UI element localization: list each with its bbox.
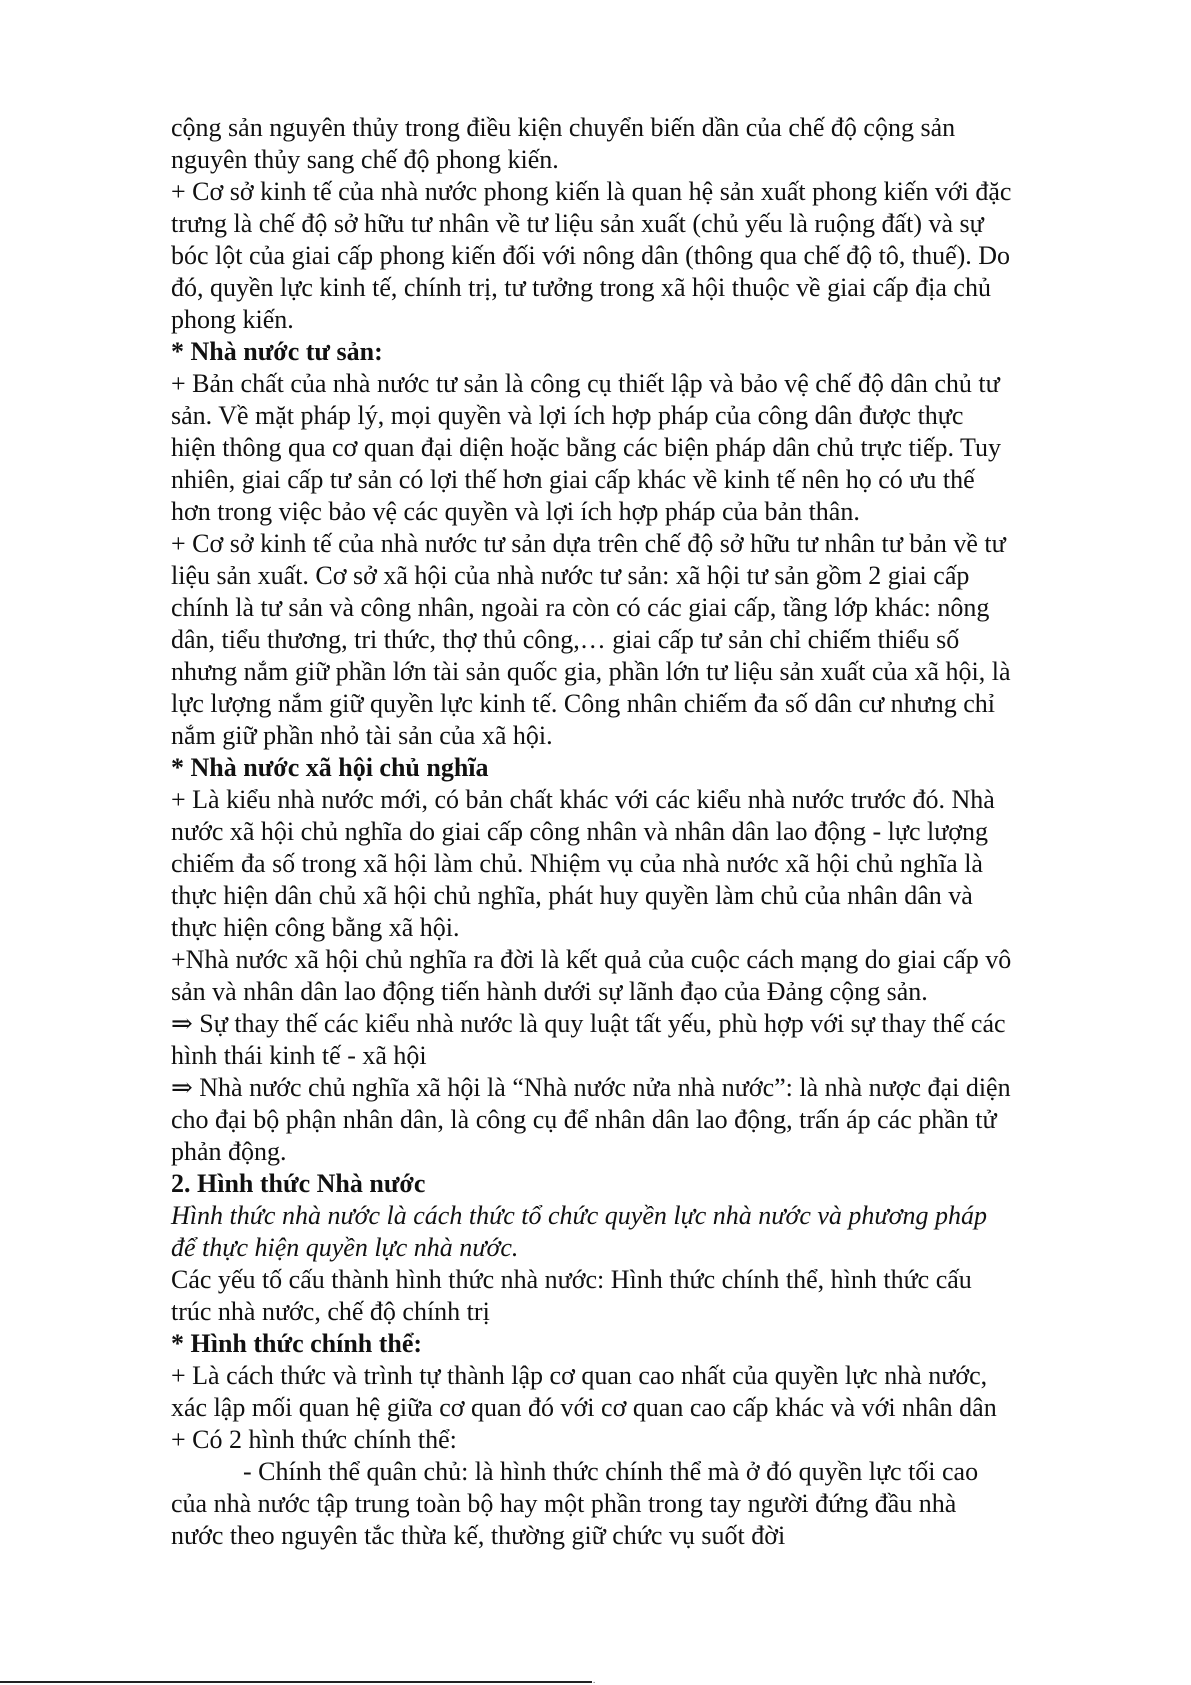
body-text: dân, tiểu thương, tri thức, thợ thủ công,… giai cấp tư sản chỉ chiếm thiểu số	[171, 625, 960, 654]
definition-text: Hình thức nhà nước là cách thức tổ chức quyền lực nhà nước và phương pháp	[171, 1201, 987, 1230]
body-text: liệu sản xuất. Cơ sở xã hội của nhà nước tư sản: xã hội tư sản gồm 2 giai cấp	[171, 561, 970, 590]
body-text: thực hiện dân chủ xã hội chủ nghĩa, phát huy quyền làm chủ của nhân dân và	[171, 881, 973, 910]
body-text: nắm giữ phần nhỏ tài sản của xã hội.	[171, 721, 553, 750]
body-text: trưng là chế độ sở hữu tư nhân về tư liệu sản xuất (chủ yếu là ruộng đất) và sự	[171, 209, 984, 238]
body-text: phản động.	[171, 1137, 287, 1166]
body-text: + Cơ sở kinh tế của nhà nước phong kiến là quan hệ sản xuất phong kiến với đặc	[171, 177, 1012, 206]
body-text: lực lượng nắm giữ quyền lực kinh tế. Công nhân chiếm đa số dân cư nhưng chỉ	[171, 689, 995, 718]
body-text: nước xã hội chủ nghĩa do giai cấp công nhân và nhân dân lao động - lực lượng	[171, 817, 989, 846]
body-text: sản và nhân dân lao động tiến hành dưới sự lãnh đạo của Đảng cộng sản.	[171, 977, 928, 1006]
body-text: +Nhà nước xã hội chủ nghĩa ra đời là kết quả của cuộc cách mạng do giai cấp vô	[171, 945, 1012, 974]
body-text: hiện thông qua cơ quan đại diện hoặc bằng các biện pháp dân chủ trực tiếp. Tuy	[171, 433, 1002, 462]
section-heading: * Nhà nước xã hội chủ nghĩa	[171, 753, 489, 782]
body-text: bóc lột của giai cấp phong kiến đối với nông dân (thông qua chế độ tô, thuế). Do	[171, 241, 1011, 270]
body-text: + Cơ sở kinh tế của nhà nước tư sản dựa trên chế độ sở hữu tư nhân tư bản về tư	[171, 529, 1006, 558]
body-text: đó, quyền lực kinh tế, chính trị, tư tưởng trong xã hội thuộc về giai cấp địa chủ	[171, 273, 991, 302]
body-text: Các yếu tố cấu thành hình thức nhà nước: Hình thức chính thể, hình thức cấu	[171, 1265, 972, 1294]
body-text: chính là tư sản và công nhân, ngoài ra còn có các giai cấp, tầng lớp khác: nông	[171, 593, 990, 622]
body-text: hơn trong việc bảo vệ các quyền và lợi ích hợp pháp của bản thân.	[171, 497, 860, 526]
body-text: phong kiến.	[171, 305, 294, 334]
footer-mark: .	[593, 1675, 596, 1685]
body-text: cho đại bộ phận nhân dân, là công cụ để nhân dân lao động, trấn áp các phần tử	[171, 1105, 997, 1134]
body-text: chiếm đa số trong xã hội làm chủ. Nhiệm vụ của nhà nước xã hội chủ nghĩa là	[171, 849, 983, 878]
body-text: + Bản chất của nhà nước tư sản là công cụ thiết lập và bảo vệ chế độ dân chủ tư	[171, 369, 1000, 398]
body-text: - Chính thể quân chủ: là hình thức chính thể mà ở đó quyền lực tối cao	[243, 1457, 979, 1486]
body-text: hình thái kinh tế - xã hội	[171, 1041, 427, 1070]
body-text: ⇒ Sự thay thế các kiểu nhà nước là quy luật tất yếu, phù hợp với sự thay thế các	[171, 1009, 1006, 1038]
section-heading: * Nhà nước tư sản:	[171, 337, 383, 366]
body-text: + Là cách thức và trình tự thành lập cơ quan cao nhất của quyền lực nhà nước,	[171, 1361, 988, 1390]
definition-text: để thực hiện quyền lực nhà nước.	[171, 1233, 519, 1262]
section-heading: 2. Hình thức Nhà nước	[171, 1169, 426, 1198]
body-text: của nhà nước tập trung toàn bộ hay một phần trong tay người đứng đầu nhà	[171, 1489, 957, 1518]
body-text: nhiên, giai cấp tư sản có lợi thế hơn giai cấp khác về kinh tế nên họ có ưu thế	[171, 465, 975, 494]
body-text: + Là kiểu nhà nước mới, có bản chất khác với các kiểu nhà nước trước đó. Nhà	[171, 785, 995, 814]
body-text: nhưng nắm giữ phần lớn tài sản quốc gia, phần lớn tư liệu sản xuất của xã hội, là	[171, 657, 1011, 686]
body-text: ⇒ Nhà nước chủ nghĩa xã hội là “Nhà nước nửa nhà nước”: là nhà nược đại diện	[171, 1073, 1011, 1102]
body-text: thực hiện công bằng xã hội.	[171, 913, 460, 942]
section-heading: * Hình thức chính thể:	[171, 1329, 423, 1358]
body-text: + Có 2 hình thức chính thể:	[171, 1425, 457, 1454]
footer-divider	[0, 1681, 592, 1683]
body-text: nguyên thủy sang chế độ phong kiến.	[171, 145, 559, 174]
body-text: xác lập mối quan hệ giữa cơ quan đó với cơ quan cao cấp khác và với nhân dân	[171, 1393, 997, 1422]
body-text: nước theo nguyên tắc thừa kế, thường giữ chức vụ suốt đời	[171, 1521, 786, 1550]
document-page	[171, 112, 1091, 1552]
body-text: trúc nhà nước, chế độ chính trị	[171, 1297, 490, 1326]
body-text: sản. Về mặt pháp lý, mọi quyền và lợi ích hợp pháp của công dân được thực	[171, 401, 964, 430]
body-text: cộng sản nguyên thủy trong điều kiện chuyển biến dần của chế độ cộng sản	[171, 113, 956, 142]
